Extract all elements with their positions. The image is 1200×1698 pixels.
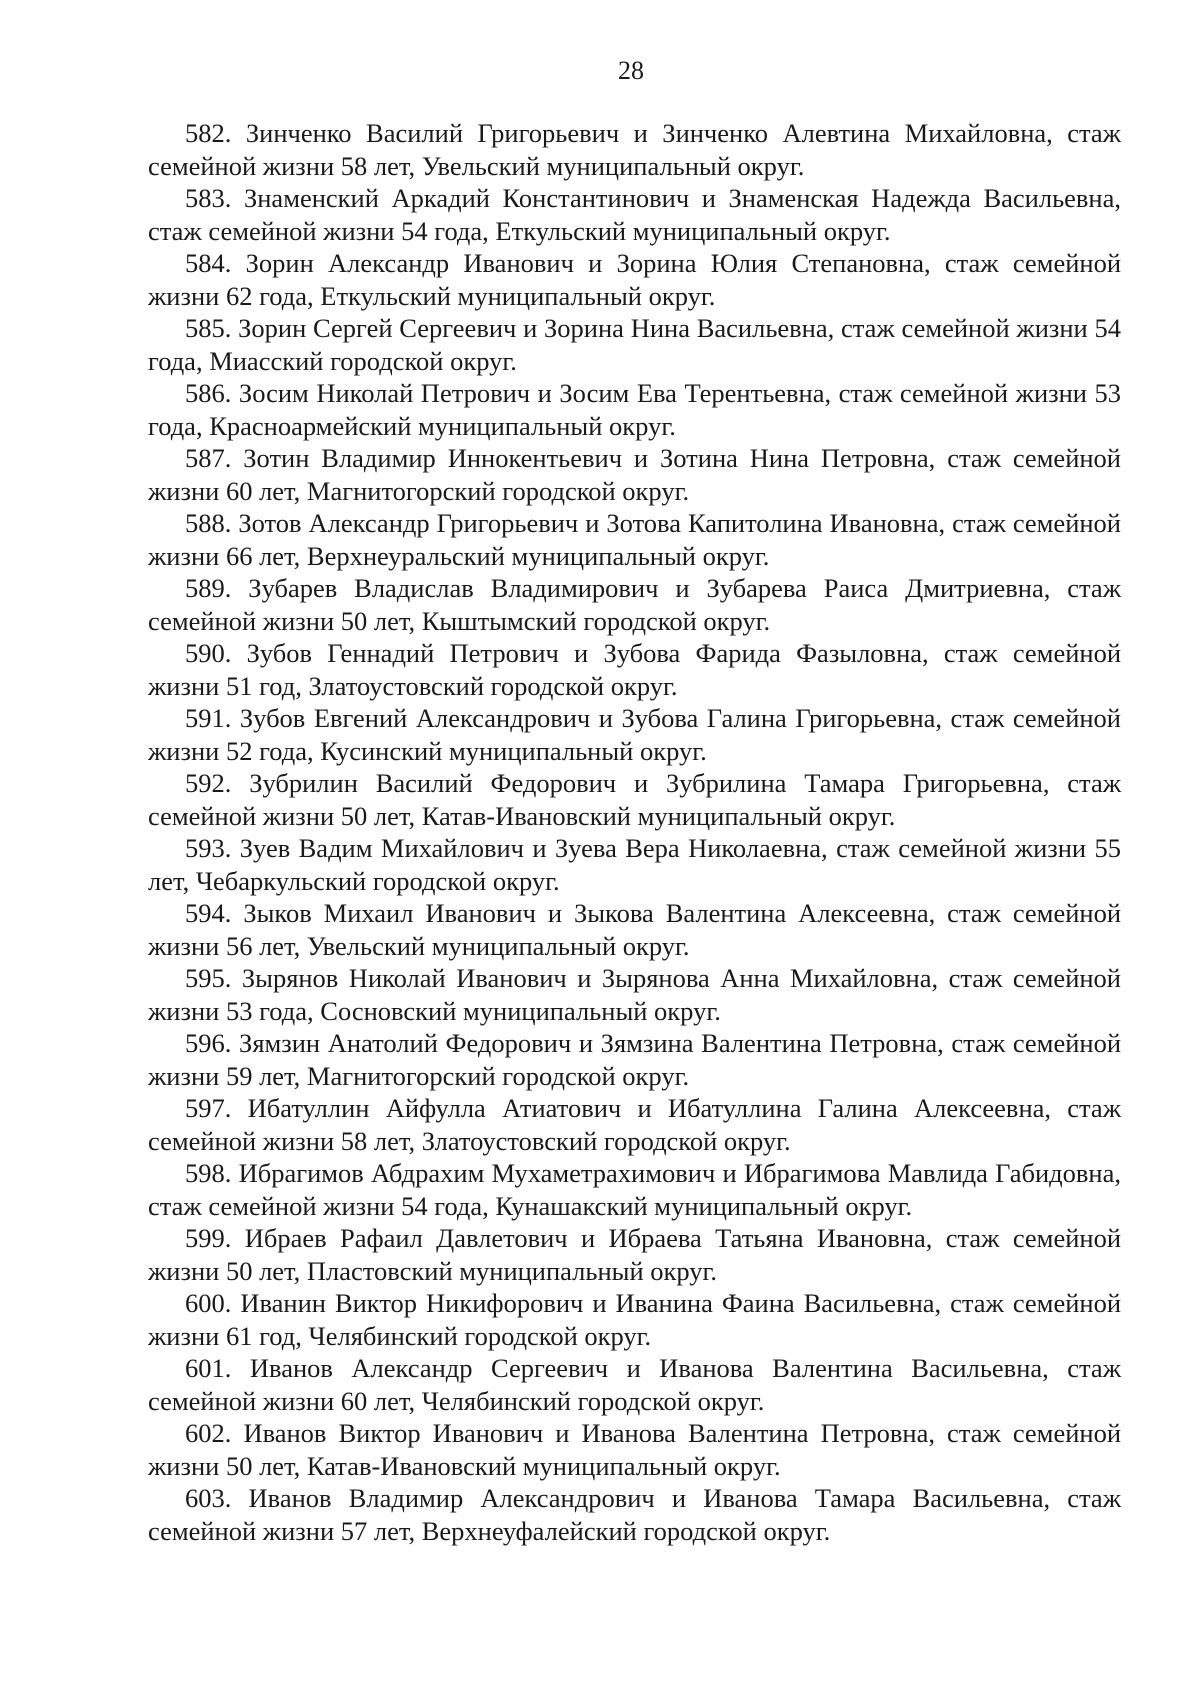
- list-item: [148, 247, 1121, 312]
- entry-text: Зотин Владимир Иннокентьевич и Зотина Нина Петровна, стаж семейной жизни 60 лет, Магнитогорский городской округ.: [148, 443, 1121, 506]
- entry-number: 601.: [185, 1353, 232, 1383]
- entry-number: 602.: [185, 1418, 232, 1448]
- list-item: [148, 962, 1121, 1027]
- entry-text: Зямзин Анатолий Федорович и Зямзина Валентина Петровна, стаж семейной жизни 59 лет, Магнитогорский городской округ.: [148, 1028, 1121, 1091]
- list-item: [148, 1027, 1121, 1092]
- entry-text: Зырянов Николай Иванович и Зырянова Анна Михайловна, стаж семейной жизни 53 года, Сосновский муниципальный округ.: [148, 963, 1121, 1026]
- entry-number: 583.: [185, 183, 232, 213]
- entry-text: Зубрилин Василий Федорович и Зубрилина Тамара Григорьевна, стаж семейной жизни 50 лет, Катав-Ивановский муниципальный округ.: [148, 768, 1122, 831]
- entry-text: Иванов Владимир Александрович и Иванова Тамара Васильевна, стаж семейной жизни 57 лет, Верхнеуфалейский городской округ.: [148, 1483, 1121, 1546]
- entry-text: Зотов Александр Григорьевич и Зотова Капитолина Ивановна, стаж семейной жизни 66 лет, Верхнеуральский муниципальный округ.: [148, 508, 1121, 571]
- list-item: [148, 377, 1121, 442]
- page-number: 28: [618, 56, 644, 85]
- list-item: [148, 117, 1121, 182]
- entry-number: 595.: [185, 963, 232, 993]
- list-item: [148, 897, 1121, 962]
- list-item: [148, 442, 1121, 507]
- entry-number: 596.: [185, 1028, 232, 1058]
- entry-number: 587.: [185, 443, 232, 473]
- entry-number: 594.: [185, 898, 232, 928]
- entry-text: Зубарев Владислав Владимирович и Зубарева Раиса Дмитриевна, стаж семейной жизни 50 лет, Кыштымский городской округ.: [148, 573, 1121, 636]
- list-item: [148, 1482, 1121, 1547]
- entry-number: 589.: [185, 573, 232, 603]
- list-item: [148, 1352, 1121, 1417]
- list-item: [148, 1222, 1121, 1287]
- entries-list: [148, 117, 1121, 1547]
- entry-text: Ибатуллин Айфулла Атиатович и Ибатуллина Галина Алексеевна, стаж семейной жизни 58 лет, Златоустовский городской округ.: [148, 1093, 1121, 1156]
- entry-number: 603.: [185, 1483, 232, 1513]
- list-item: [148, 767, 1121, 832]
- entry-number: 599.: [185, 1223, 232, 1253]
- entry-text: Иванин Виктор Никифорович и Иванина Фаина Васильевна, стаж семейной жизни 61 год, Челябинский городской округ.: [148, 1288, 1122, 1351]
- entry-number: 592.: [185, 768, 232, 798]
- entry-number: 597.: [185, 1093, 232, 1123]
- entry-text: Ибрагимов Абдрахим Мухаметрахимович и Ибрагимова Мавлида Габидовна, стаж семейной жизни 54 года, Кунашакский муниципальный округ.: [148, 1158, 1121, 1221]
- entry-number: 588.: [185, 508, 232, 538]
- entry-text: Зорин Александр Иванович и Зорина Юлия Степановна, стаж семейной жизни 62 года, Еткульский муниципальный округ.: [148, 248, 1122, 311]
- entry-text: Ибраев Рафаил Давлетович и Ибраева Татьяна Ивановна, стаж семейной жизни 50 лет, Пластовский муниципальный округ.: [148, 1223, 1121, 1286]
- list-item: [148, 1287, 1121, 1352]
- entry-number: 600.: [185, 1288, 232, 1318]
- list-item: [148, 572, 1121, 637]
- list-item: [148, 507, 1121, 572]
- entry-text: Иванов Александр Сергеевич и Иванова Валентина Васильевна, стаж семейной жизни 60 лет, Челябинский городской округ.: [148, 1353, 1122, 1416]
- entry-text: Зыков Михаил Иванович и Зыкова Валентина Алексеевна, стаж семейной жизни 56 лет, Увельский муниципальный округ.: [148, 898, 1122, 961]
- entry-text: Иванов Виктор Иванович и Иванова Валентина Петровна, стаж семейной жизни 50 лет, Катав-Ивановский муниципальный округ.: [148, 1418, 1122, 1481]
- entry-number: 591.: [185, 703, 232, 733]
- entry-number: 598.: [185, 1158, 232, 1188]
- list-item: [148, 312, 1121, 377]
- list-item: [148, 702, 1121, 767]
- list-item: [148, 1417, 1121, 1482]
- entry-number: 585.: [185, 313, 232, 343]
- entry-text: Зубов Геннадий Петрович и Зубова Фарида Фазыловна, стаж семейной жизни 51 год, Златоустовский городской округ.: [148, 638, 1121, 701]
- entry-number: 593.: [185, 833, 232, 863]
- list-item: [148, 637, 1121, 702]
- entry-number: 590.: [185, 638, 232, 668]
- entry-text: Зосим Николай Петрович и Зосим Ева Терентьевна, стаж семейной жизни 53 года, Красноармейский муниципальный округ.: [148, 378, 1122, 441]
- list-item: [148, 1092, 1121, 1157]
- entry-text: Зинченко Василий Григорьевич и Зинченко Алевтина Михайловна, стаж семейной жизни 58 лет, Увельский муниципальный округ.: [148, 118, 1121, 181]
- list-item: [148, 1157, 1121, 1222]
- entry-number: 584.: [185, 248, 232, 278]
- entry-text: Зорин Сергей Сергеевич и Зорина Нина Васильевна, стаж семейной жизни 54 года, Миасский городской округ.: [148, 313, 1121, 376]
- entry-text: Зуев Вадим Михайлович и Зуева Вера Николаевна, стаж семейной жизни 55 лет, Чебаркульский городской округ.: [148, 833, 1121, 896]
- entry-number: 586.: [185, 378, 232, 408]
- entry-text: Зубов Евгений Александрович и Зубова Галина Григорьевна, стаж семейной жизни 52 года, Кусинский муниципальный округ.: [148, 703, 1121, 766]
- list-item: [148, 832, 1121, 897]
- list-item: [148, 182, 1121, 247]
- entry-number: 582.: [185, 118, 232, 148]
- entry-text: Знаменский Аркадий Константинович и Знаменская Надежда Васильевна, стаж семейной жизни 54 года, Еткульский муниципальный округ.: [148, 183, 1121, 246]
